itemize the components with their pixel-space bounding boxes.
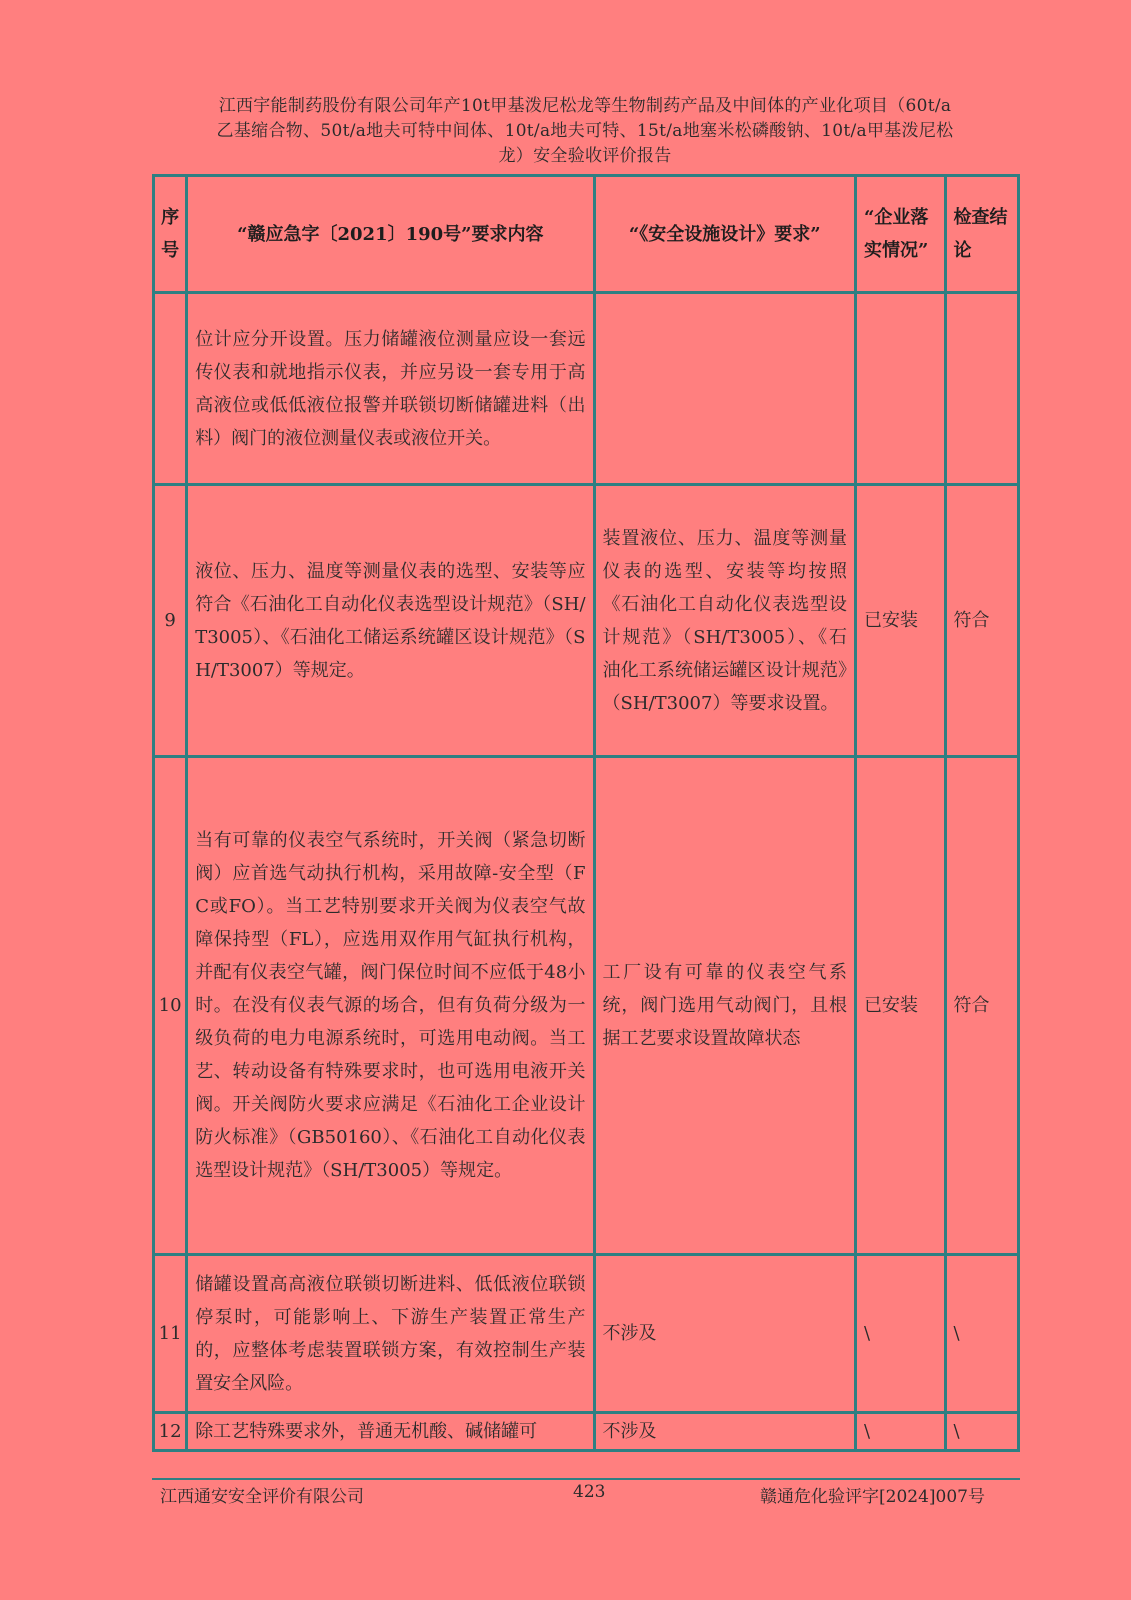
row-result: \ bbox=[945, 1255, 1018, 1413]
header-design: “《安全设施设计》要求” bbox=[594, 176, 856, 293]
row-num: 10 bbox=[154, 757, 187, 1255]
row-requirement: 储罐设置高高液位联锁切断进料、低低液位联锁停泵时，可能影响上、下游生产装置正常生产的，应整体考虑装置联锁方案，有效控制生产装置安全风险。 bbox=[187, 1255, 594, 1413]
report-header bbox=[150, 94, 1020, 169]
row-design: 工厂设有可靠的仪表空气系统，阀门选用气动阀门，且根据工艺要求设置故障状态 bbox=[594, 757, 856, 1255]
table-row bbox=[154, 1413, 1019, 1451]
header-requirement: “赣应急字〔2021〕190号”要求内容 bbox=[187, 176, 594, 293]
table-header-row bbox=[154, 176, 1019, 293]
row-result bbox=[945, 293, 1018, 485]
row-implementation: 已安装 bbox=[856, 485, 946, 757]
row-requirement: 当有可靠的仪表空气系统时，开关阀（紧急切断阀）应首选气动执行机构，采用故障-安全型（FC或FO）。当工艺特别要求开关阀为仪表空气故障保持型（FL），应选用双作用气缸执行机构，并配有仪表空气罐，阀门保位时间不应低于48小时。在没有仪表气源的场合，但有负荷分级为一级负荷的电力电源系统时，可选用电动阀。当工艺、转动设备有特殊要求时，也可选用电液开关阀。开关阀防火要求应满足《石油化工企业设计防火标准》（GB50160）、《石油化工自动化仪表选型设计规范》（SH/T3005）等规定。 bbox=[187, 757, 594, 1255]
row-implementation: \ bbox=[856, 1255, 946, 1413]
row-result: 符合 bbox=[945, 485, 1018, 757]
row-implementation bbox=[856, 293, 946, 485]
row-result: 符合 bbox=[945, 757, 1018, 1255]
row-requirement: 除工艺特殊要求外，普通无机酸、碱储罐可 bbox=[187, 1413, 594, 1451]
row-design: 不涉及 bbox=[594, 1413, 856, 1451]
footer-doc-number: 赣通危化验评字[2024]007号 bbox=[760, 1487, 985, 1507]
row-num bbox=[154, 293, 187, 485]
row-design bbox=[594, 293, 856, 485]
header-result: 检查结论 bbox=[945, 176, 1018, 293]
footer-divider bbox=[152, 1478, 1020, 1480]
row-requirement: 液位、压力、温度等测量仪表的选型、安装等应符合《石油化工自动化仪表选型设计规范》（SH/T3005）、《石油化工储运系统罐区设计规范》（SH/T3007）等规定。 bbox=[187, 485, 594, 757]
header-line-3: 龙）安全验收评价报告 bbox=[498, 146, 672, 166]
row-num: 11 bbox=[154, 1255, 187, 1413]
header-line-1: 江西宇能制药股份有限公司年产10t甲基泼尼松龙等生物制药产品及中间体的产业化项目（60t/a bbox=[218, 96, 952, 116]
header-line-2: 乙基缩合物、50t/a地夫可特中间体、10t/a地夫可特、15t/a地塞米松磷酸钠、10t/a甲基泼尼松 bbox=[216, 121, 954, 141]
header-num: 序号 bbox=[154, 176, 187, 293]
row-implementation: \ bbox=[856, 1413, 946, 1451]
table-row bbox=[154, 293, 1019, 485]
table-row bbox=[154, 1255, 1019, 1413]
table-row bbox=[154, 485, 1019, 757]
row-result: \ bbox=[945, 1413, 1018, 1451]
table-row bbox=[154, 757, 1019, 1255]
inspection-table bbox=[152, 174, 1020, 1452]
header-implementation: “企业落实情况” bbox=[856, 176, 946, 293]
row-implementation: 已安装 bbox=[856, 757, 946, 1255]
row-num: 12 bbox=[154, 1413, 187, 1451]
row-num: 9 bbox=[154, 485, 187, 757]
footer-page-number: 423 bbox=[573, 1482, 606, 1502]
row-design: 不涉及 bbox=[594, 1255, 856, 1413]
row-design: 装置液位、压力、温度等测量仪表的选型、安装等均按照《石油化工自动化仪表选型设计规范》（SH/T3005）、《石油化工系统储运罐区设计规范》（SH/T3007）等要求设置。 bbox=[594, 485, 856, 757]
row-requirement: 位计应分开设置。压力储罐液位测量应设一套远传仪表和就地指示仪表，并应另设一套专用于高高液位或低低液位报警并联锁切断储罐进料（出料）阀门的液位测量仪表或液位开关。 bbox=[187, 293, 594, 485]
footer-company: 江西通安安全评价有限公司 bbox=[160, 1487, 364, 1507]
